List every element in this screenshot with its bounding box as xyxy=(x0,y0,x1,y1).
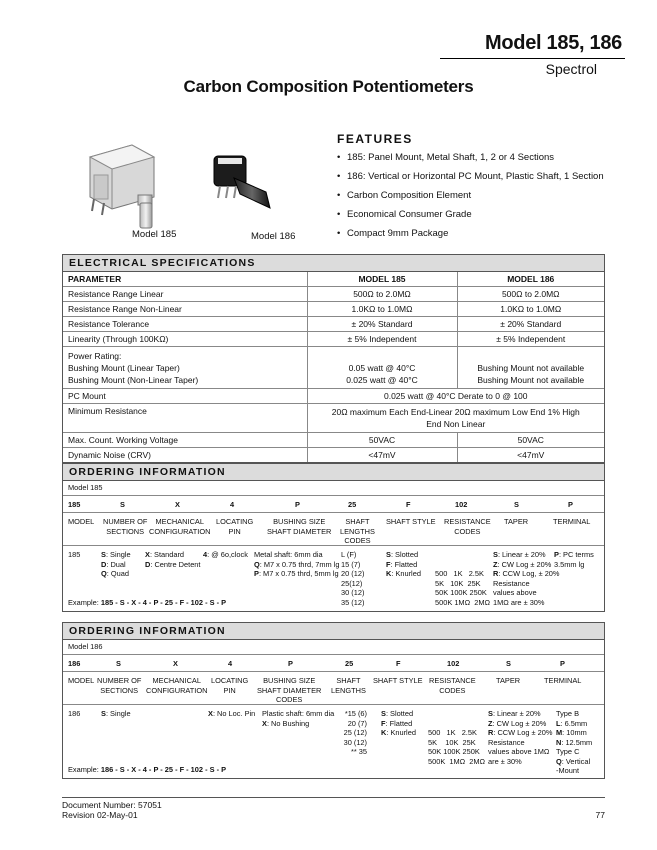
cell: <47mV xyxy=(307,448,457,463)
model-title: Model 185, 186 xyxy=(485,32,622,54)
cell: Max. Count. Working Voltage xyxy=(63,433,307,448)
cell xyxy=(307,404,604,433)
table-row xyxy=(63,433,604,448)
features-list xyxy=(337,152,612,247)
col-bushing: BUSHING SIZE SHAFT DIAMETER xyxy=(267,517,332,536)
ordering-186 xyxy=(62,622,605,779)
col-shaft-lengths: SHAFT LENGTHS xyxy=(331,676,366,695)
col-locating: LOCATING PIN xyxy=(211,676,249,695)
col-taper: TAPER xyxy=(504,517,529,526)
val-resistance: 500 1K 2.5K 5K 10K 25K 50K 100K 250K 500K 1MΩ 2MΩ xyxy=(435,569,491,607)
min-res-line-2: End Non Linear xyxy=(426,419,486,429)
header-rule xyxy=(440,58,625,59)
power-linear-label: Bushing Mount (Linear Taper) xyxy=(68,363,180,373)
power-185-nonlinear: 0.025 watt @ 40°C xyxy=(346,374,418,385)
ordering-186-model: Model 186 xyxy=(68,642,103,651)
caption-model-186: Model 186 xyxy=(251,231,296,242)
divider xyxy=(63,671,604,672)
col-shaft-lengths: SHAFT LENGTHS CODES xyxy=(340,517,375,545)
cell: Resistance Tolerance xyxy=(63,317,307,332)
col-terminal: TERMINAL xyxy=(544,676,582,685)
col-sections: NUMBER OF SECTIONS xyxy=(103,517,148,536)
val-model: 185 xyxy=(68,550,81,559)
val-taper: S: Linear ± 20% Z: CW Log ± 20% R: CCW Log, ± 20% Resistance values above 1MΩ are ± 30% xyxy=(493,550,560,607)
table-row xyxy=(63,332,604,347)
col-resistance: RESISTANCE CODES xyxy=(444,517,491,536)
code-terminal: P xyxy=(568,500,573,509)
divider xyxy=(63,545,604,546)
model-185-photo xyxy=(82,135,172,230)
footer-rule xyxy=(62,797,605,798)
feature-item: • Economical Consumer Grade xyxy=(337,209,612,221)
val-shaft-lengths: L (F) 15 (7) 20 (12) 25(12) 30 (12) 35 (12) xyxy=(341,550,365,607)
table-row xyxy=(63,287,604,302)
brand-name: Spectrol xyxy=(545,61,597,77)
code-shaft-style: F xyxy=(406,500,411,509)
val-locating: 4: @ 6o,clock xyxy=(203,550,248,559)
electrical-heading: ELECTRICAL SPECIFICATIONS xyxy=(63,255,604,272)
table-row xyxy=(63,404,604,433)
power-label: Power Rating: xyxy=(68,351,122,361)
val-resistance: 500 1K 2.5K 5K 10K 25K 50K 100K 250K 500K 1MΩ 2MΩ xyxy=(428,728,486,766)
val-bushing: Metal shaft: 6mm dia Q: M7 x 0.75 thrd, 7mm lg P: M7 x 0.75 thrd, 5mm lg xyxy=(254,550,340,578)
col-sections: NUMBER OF SECTIONS xyxy=(97,676,142,695)
power-nonlinear-label: Bushing Mount (Non-Linear Taper) xyxy=(68,375,199,385)
col-model: MODEL xyxy=(68,517,95,526)
col-bushing: BUSHING SIZE SHAFT DIAMETER CODES xyxy=(257,676,322,704)
col-model-186: MODEL 186 xyxy=(457,272,604,287)
power-185-linear: 0.05 watt @ 40°C xyxy=(348,362,416,373)
divider xyxy=(63,704,604,705)
cell: ± 5% Independent xyxy=(457,332,604,347)
divider xyxy=(63,512,604,513)
val-sections: S: Single D: Dual Q: Quad xyxy=(101,550,131,578)
code-model: 185 xyxy=(68,500,81,509)
cell: Minimum Resistance xyxy=(63,404,307,433)
min-res-line-1: 20Ω maximum Each End-Linear 20Ω maximum Low End 1% High xyxy=(331,407,580,417)
power-186-nonlinear: Bushing Mount not available xyxy=(477,374,585,385)
table-row-power xyxy=(63,347,604,389)
feature-item: • 185: Panel Mount, Metal Shaft, 1, 2 or 4 Sections xyxy=(337,152,612,164)
revision: Revision 02-May-01 xyxy=(62,810,138,820)
electrical-specifications xyxy=(62,254,605,463)
page-number: 77 xyxy=(595,810,605,820)
code-locating: 4 xyxy=(228,659,233,668)
cell: 1.0KΩ to 1.0MΩ xyxy=(457,302,604,317)
code-mech: X xyxy=(175,500,180,509)
cell: ± 20% Standard xyxy=(307,317,457,332)
ordering-185-heading: ORDERING INFORMATION xyxy=(63,464,604,481)
code-bushing: P xyxy=(288,659,293,668)
cell: PC Mount xyxy=(63,389,307,404)
cell xyxy=(307,347,457,389)
document-number: Document Number: 57051 xyxy=(62,800,162,810)
val-shaft-style: S: Slotted F: Flatted K: Knurled xyxy=(386,550,421,578)
feature-item: • Carbon Composition Element xyxy=(337,190,612,202)
document-title: Carbon Composition Potentiometers xyxy=(183,77,474,96)
code-shaft-length: 25 xyxy=(348,500,357,509)
ordering-185-model: Model 185 xyxy=(68,483,103,492)
code-locating: 4 xyxy=(230,500,235,509)
code-taper: S xyxy=(506,659,511,668)
footer-doc-info xyxy=(62,800,162,820)
val-terminal: Type B L: 6.5mm M: 10mm N: 12.5mm Type C Q: Vertical -Mount xyxy=(556,709,593,775)
val-terminal: P: PC terms 3.5mm lg xyxy=(554,550,594,569)
divider xyxy=(63,654,604,655)
table-row xyxy=(63,317,604,332)
col-model: MODEL xyxy=(68,676,95,685)
code-bushing: P xyxy=(295,500,300,509)
col-shaft-style: SHAFT STYLE xyxy=(386,517,436,526)
feature-item: • Compact 9mm Package xyxy=(337,228,612,240)
table-row xyxy=(63,389,604,404)
ordering-186-heading: ORDERING INFORMATION xyxy=(63,623,604,640)
cell xyxy=(457,347,604,389)
col-locating: LOCATING PIN xyxy=(216,517,254,536)
ordering-185 xyxy=(62,463,605,612)
feature-item: • 186: Vertical or Horizontal PC Mount, Plastic Shaft, 1 Section xyxy=(337,171,612,183)
cell: ± 20% Standard xyxy=(457,317,604,332)
power-186-linear: Bushing Mount not available xyxy=(477,362,585,373)
col-mechanical: MECHANICAL CONFIGURATION xyxy=(146,676,208,695)
col-model-185: MODEL 185 xyxy=(307,272,457,287)
val-bushing: Plastic shaft: 6mm dia X: No Bushing xyxy=(262,709,335,728)
example-185: Example: 185 - S - X - 4 - P - 25 - F - 102 - S - P xyxy=(68,598,227,607)
code-terminal: P xyxy=(560,659,565,668)
cell: Linearity (Through 100KΩ) xyxy=(63,332,307,347)
cell: <47mV xyxy=(457,448,604,463)
cell: 500Ω to 2.0MΩ xyxy=(457,287,604,302)
val-shaft-style: S: Slotted F: Flatted K: Knurled xyxy=(381,709,416,737)
val-shaft-lengths: *15 (6) 20 (7) 25 (12) 30 (12) ** 35 xyxy=(343,709,367,756)
col-parameter: PARAMETER xyxy=(68,274,122,284)
cell: 0.025 watt @ 40°C Derate to 0 @ 100 xyxy=(307,389,604,404)
cell: Resistance Range Linear xyxy=(63,287,307,302)
features-heading: FEATURES xyxy=(337,132,413,146)
cell: 500Ω to 2.0MΩ xyxy=(307,287,457,302)
col-mechanical: MECHANICAL CONFIGURATION xyxy=(149,517,211,536)
code-shaft-length: 25 xyxy=(345,659,354,668)
cell: 50VAC xyxy=(307,433,457,448)
code-taper: S xyxy=(514,500,519,509)
code-shaft-style: F xyxy=(396,659,401,668)
code-model: 186 xyxy=(68,659,81,668)
code-resistance: 102 xyxy=(447,659,460,668)
table-row xyxy=(63,448,604,463)
code-resistance: 102 xyxy=(455,500,468,509)
model-186-photo xyxy=(204,148,284,218)
cell: Dynamic Noise (CRV) xyxy=(63,448,307,463)
col-taper: TAPER xyxy=(496,676,521,685)
code-sections: S xyxy=(116,659,121,668)
col-resistance: RESISTANCE CODES xyxy=(429,676,476,695)
caption-model-185: Model 185 xyxy=(132,229,177,240)
electrical-table xyxy=(63,272,604,462)
table-header xyxy=(63,272,604,287)
val-model: 186 xyxy=(68,709,81,718)
example-186: Example: 186 - S - X - 4 - P - 25 - F - 102 - S - P xyxy=(68,765,227,774)
code-sections: S xyxy=(120,500,125,509)
divider xyxy=(63,495,604,496)
table-row xyxy=(63,302,604,317)
val-mechanical: X: Standard D: Centre Detent xyxy=(145,550,201,569)
val-taper: S: Linear ± 20% Z: CW Log ± 20% R: CCW Log ± 20% Resistance values above 1MΩ are ± 30% xyxy=(488,709,553,766)
val-locating: X: No Loc. Pin xyxy=(208,709,256,718)
col-shaft-style: SHAFT STYLE xyxy=(373,676,423,685)
col-terminal: TERMINAL xyxy=(553,517,591,526)
cell: ± 5% Independent xyxy=(307,332,457,347)
cell: 1.0KΩ to 1.0MΩ xyxy=(307,302,457,317)
code-mech: X xyxy=(173,659,178,668)
val-sections: S: Single xyxy=(101,709,131,718)
cell: Resistance Range Non-Linear xyxy=(63,302,307,317)
cell xyxy=(63,347,307,389)
cell: 50VAC xyxy=(457,433,604,448)
